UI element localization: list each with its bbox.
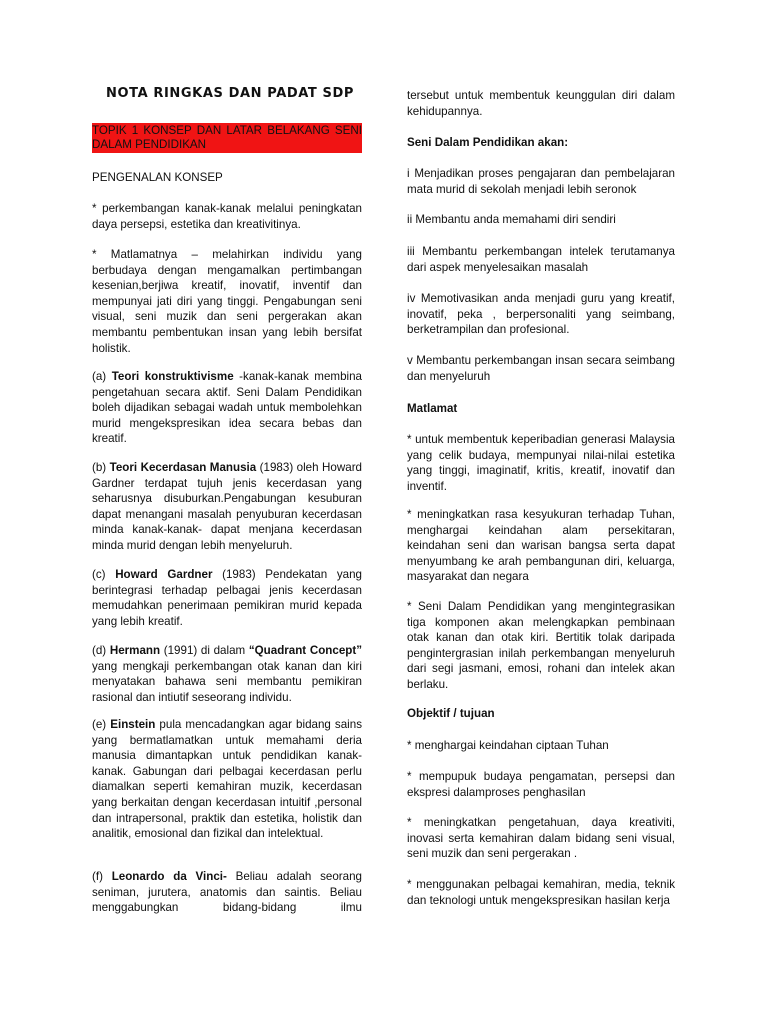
paragraph-continuation: tersebut untuk membentuk keunggulan diri dalam kehidupannya. (407, 89, 675, 118)
term-howard-gardner: Howard Gardner (115, 568, 213, 581)
item-body: pula mencadangkan agar bidang sains yang bermatlamatkan untuk memahami deria manusia dimantapkan untuk pendidikan kanak-kanak. Gabungan dari pelbagai kecerdasan perlu diamalkan seperti kemahiran muzik, kecerdasan yang berkaitan dengan kecerdasan intuitif ,personal dan intrapersonal, praktik dan estetika, holistik dan analitik, emosional dan fizikal dan intelektual. (92, 718, 362, 841)
paragraph-perkembangan: * perkembangan kanak-kanak melalui peningkatan daya persepsi, estetika dan kreativitinya. (92, 202, 362, 231)
matlamat-item-2: * meningkatkan rasa kesyukuran terhadap Tuhan, menghargai keindahan alam persekitaran, keindahan seni dan warisan bangsa serta dapat menyumbang ke arah pembangunan diri, keluarga, masyarakat dan negara (407, 508, 675, 584)
term-quadrant-concept: “Quadrant Concept” (248, 644, 363, 657)
paragraph-hermann (92, 643, 362, 705)
item-prefix: (a) (92, 370, 112, 383)
item-prefix: (f) (92, 870, 112, 883)
objektif-item-3: * meningkatkan pengetahuan, daya kreativiti, inovasi serta kemahiran dalam bidang seni visual, seni muzik dan seni pergerakan . (407, 816, 675, 861)
item-prefix: (e) (92, 718, 111, 731)
term-teori-konstruktivisme: Teori konstruktivisme (111, 370, 234, 383)
heading-pengenalan-konsep: PENGENALAN KONSEP (92, 171, 223, 184)
objektif-item-2: * mempupuk budaya pengamatan, persepsi dan ekspresi dalamproses penghasilan (407, 770, 675, 799)
matlamat-item-3: * Seni Dalam Pendidikan yang mengintegrasikan tiga komponen akan melengkapkan pembinaan otak kanan dan otak kiri. Bertitik tolak daripada pengintergrasian inilah perkembangan menyeluruh dari segi jasmani, emosi, rohani dan intelek akan berlaku. (407, 600, 675, 691)
item-prefix: (d) (92, 644, 110, 657)
term-teori-kecerdasan-manusia: Teori Kecerdasan Manusia (109, 461, 257, 474)
term-leonardo-da-vinci: Leonardo da Vinci- (111, 870, 227, 883)
item-body: yang mengkaji perkembangan otak kanan dan kiri menyatakan bahawa seni membantu pemikiran rasional dan intiutif seseorang individu. (92, 659, 362, 704)
heading-seni-dalam-pendidikan-akan: Seni Dalam Pendidikan akan: (407, 136, 569, 149)
objektif-item-1: * menghargai keindahan ciptaan Tuhan (407, 739, 609, 752)
paragraph-leonardo (92, 869, 362, 916)
topic-banner: TOPIK 1 KONSEP DAN LATAR BELAKANG SENI DALAM PENDIDIKAN (92, 124, 362, 151)
paragraph-einstein (92, 717, 362, 842)
list-item-iii: iii Membantu perkembangan intelek terutamanya dari aspek menyelesaikan masalah (407, 245, 675, 274)
list-item-i: i Menjadikan proses pengajaran dan pembelajaran mata murid di sekolah menjadi lebih seronok (407, 167, 675, 196)
paragraph-howard-gardner (92, 567, 362, 629)
list-item-ii: ii Membantu anda memahami diri sendiri (407, 213, 616, 226)
list-item-v: v Membantu perkembangan insan secara seimbang dan menyeluruh (407, 354, 675, 383)
item-prefix: (c) (92, 568, 116, 581)
item-prefix: (b) (92, 461, 110, 474)
objektif-item-4: * menggunakan pelbagai kemahiran, media, teknik dan teknologi untuk mengekspresikan hasilan kerja (407, 878, 675, 907)
list-item-iv: iv Memotivasikan anda menjadi guru yang kreatif, inovatif, peka , berpersonaliti yang seimbang, berketrampilan dan profesional. (407, 292, 675, 337)
item-body: Beliau adalah seorang seniman, jurutera, anatomis dan saintis. Beliau menggabungkan bidang-bidang ilmu (92, 870, 362, 915)
item-body: (1983) oleh Howard Gardner terdapat tujuh jenis kecerdasan yang seharusnya disuburkan.Pengabungan kesuburan dapat menangani masalah penyuburan kecerdasan minda kanak-kanak- dapat menjana kecerdasan minda murid dengan lebih menyeluruh. (92, 461, 362, 552)
matlamat-item-1: * untuk membentuk keperibadian generasi Malaysia yang celik budaya, mempunyai nilai-nilai estetika yang tinggi, imaginatif, kritis, kreatif, inovatif dan inventif. (407, 433, 675, 493)
heading-matlamat: Matlamat (407, 402, 458, 415)
paragraph-teori-kecerdasan (92, 460, 362, 554)
heading-objektif-tujuan: Objektif / tujuan (407, 707, 495, 720)
item-body: -kanak-kanak membina pengetahuan secara aktif. Seni Dalam Pendidikan boleh dijadikan sebagai wadah untuk membolehkan murid mengekspresikan idea secara bebas dan kreatif. (92, 370, 362, 446)
paragraph-teori-konstruktivisme (92, 369, 362, 447)
item-body: (1991) di dalam (160, 644, 249, 657)
item-body: (1983) Pendekatan yang berintegrasi terhadap pelbagai jenis kecerdasan memudahkan penerimaan pemikiran murid kepada yang lebih kreatif. (92, 568, 362, 628)
paragraph-matlamatnya: * Matlamatnya – melahirkan individu yang berbudaya dengan mengamalkan pertimbangan kesenian,berjiwa kreatif, inovatif, inventif dan mempunyai jati diri yang tinggi. Pengabungan seni visual, seni muzik dan seni pergerakan akan membantu pembentukan insan yang lebih bersifat holistik. (92, 248, 362, 355)
term-einstein: Einstein (110, 718, 156, 731)
term-hermann: Hermann (109, 644, 161, 657)
page-title: NOTA RINGKAS DAN PADAT SDP (106, 86, 354, 101)
